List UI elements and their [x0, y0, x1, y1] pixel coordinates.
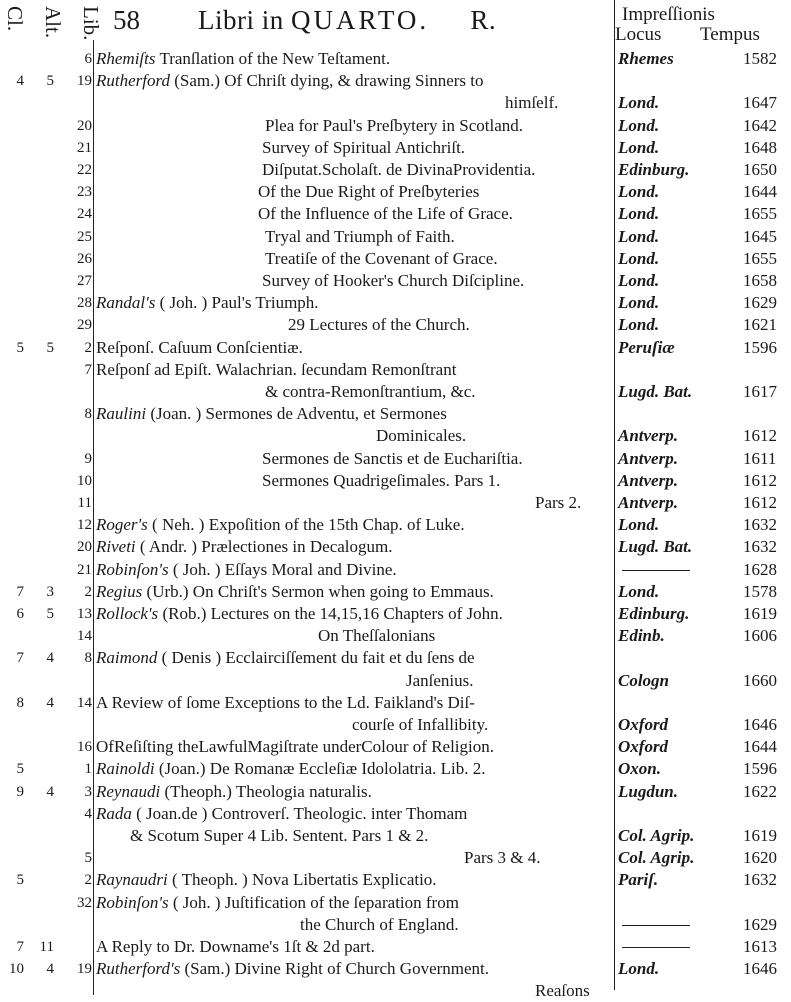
- place-of-printing: Lond.: [618, 226, 660, 246]
- entry-text: (Joan.) De Romanæ Eccleſiæ Idololatria. Lib. 2.: [154, 759, 486, 779]
- entry-text: (Urb.) On Chriſt's Sermon when going to Emmaus.: [142, 581, 494, 601]
- year-of-printing: 1613: [743, 937, 777, 956]
- entry-text: Pars 2.: [535, 493, 582, 512]
- place-of-printing: Lond.: [618, 204, 660, 224]
- year-of-printing: 1596: [743, 337, 777, 357]
- entry-title: [262, 137, 465, 159]
- entry-text: (Theoph.) Theologia naturalis.: [160, 781, 372, 801]
- class-number: 8: [16, 694, 24, 711]
- book-number: 7: [84, 361, 92, 378]
- catalogue-entry: [0, 70, 791, 92]
- entry-text: Of the Due Right of Preſbyteries: [258, 182, 480, 202]
- catalogue-entry: [0, 892, 791, 914]
- catalogue-entry: [0, 803, 791, 825]
- entry-title: [96, 803, 467, 825]
- entry-text: ( Andr. ) Prælectiones in Decalogum.: [135, 537, 393, 557]
- book-number: 2: [84, 872, 92, 889]
- year-of-printing: 1620: [743, 848, 777, 868]
- catalogue-entry: [0, 625, 791, 647]
- catalogue-entry: [0, 359, 791, 381]
- catalogue-entry: [0, 847, 791, 869]
- altitude-number: 5: [46, 339, 54, 356]
- year-of-printing: 1648: [743, 137, 777, 157]
- altitude-number: 11: [39, 939, 54, 955]
- year-of-printing: 1658: [743, 271, 777, 290]
- book-number: 12: [77, 517, 92, 534]
- book-number: 26: [77, 250, 92, 267]
- entry-text: Reſponſ ad Epiſt. Walachrian. ſecundam Remonſtrant: [96, 359, 457, 379]
- year-of-printing: 1629: [743, 914, 777, 934]
- year-of-printing: 1617: [743, 382, 777, 401]
- book-number: 28: [77, 295, 92, 312]
- entry-text: Sermones de Sanctis et de Euchariſtia.: [262, 448, 523, 468]
- book-number: 13: [77, 606, 92, 622]
- place-of-printing: Rhemes: [618, 49, 674, 68]
- altitude-number: 5: [46, 606, 54, 622]
- year-of-printing: 1629: [743, 293, 777, 313]
- year-of-printing: 1628: [743, 559, 777, 579]
- entry-title: [265, 226, 455, 248]
- entry-author: Rada: [96, 803, 132, 823]
- entry-text: ( Denis ) Ecclairciſſement du fait et du ſens de: [157, 648, 475, 668]
- catalogue-entry: [0, 337, 791, 359]
- book-number: 20: [77, 117, 92, 134]
- entry-title: [265, 248, 498, 270]
- place-of-printing: Lugd. Bat.: [618, 382, 693, 401]
- entry-text: A Reply to Dr. Downame's 1ſt & 2d part.: [96, 937, 375, 956]
- catalogue-entry: [0, 203, 791, 225]
- entry-title: [96, 514, 465, 536]
- catalogue-entry: [0, 181, 791, 203]
- catalogue-entry: [0, 736, 791, 758]
- place-of-printing: Cologn: [618, 670, 670, 690]
- entry-text: Treatiſe of the Covenant of Grace.: [265, 248, 498, 268]
- class-number: 10: [9, 961, 24, 978]
- place-of-printing: Pariſ.: [618, 870, 659, 890]
- cl-column-heading: Cl.: [3, 6, 27, 32]
- entry-title: [288, 314, 470, 336]
- entry-title: [96, 958, 489, 980]
- entry-title: [376, 425, 466, 447]
- place-of-printing: Lond.: [618, 581, 660, 601]
- place-of-printing: Lond.: [618, 315, 660, 335]
- title-format: QUARTO.: [291, 5, 430, 35]
- entry-text: Of the Influence of the Life of Grace.: [258, 204, 513, 224]
- year-of-printing: 1606: [743, 626, 777, 646]
- year-of-printing: 1596: [743, 759, 777, 779]
- entry-title: [96, 359, 456, 381]
- year-of-printing: 1611: [743, 448, 777, 468]
- year-of-printing: 1622: [743, 781, 777, 801]
- entry-text: (Joan. ) Sermones de Adventu, et Sermones: [146, 404, 447, 424]
- entry-title: [262, 448, 523, 470]
- catalogue-entry: [0, 292, 791, 314]
- place-of-printing: Edinb.: [618, 626, 665, 646]
- catalogue-entry: [0, 115, 791, 137]
- catalogue-entry: [0, 670, 791, 692]
- year-of-printing: 1632: [743, 537, 777, 557]
- alt-column-heading: Alt.: [41, 6, 65, 39]
- book-number: 32: [77, 894, 92, 911]
- catalogue-entry: [0, 270, 791, 292]
- entry-title: [96, 781, 372, 803]
- year-of-printing: 1650: [743, 160, 777, 179]
- catalogue-entry: [0, 536, 791, 558]
- book-number: 21: [77, 561, 92, 578]
- year-of-printing: 1619: [743, 826, 777, 845]
- book-number: 20: [77, 539, 92, 556]
- place-of-printing: Oxon.: [618, 759, 661, 779]
- entry-text: Diſputat.Scholaſt. de DivinaProvidentia.: [262, 160, 536, 179]
- entry-author: Rhemiſts: [96, 49, 156, 68]
- catalogue-entry: [0, 314, 791, 336]
- entry-text: courſe of Infallibity.: [352, 715, 489, 734]
- year-of-printing: 1645: [743, 226, 777, 246]
- year-of-printing: 1646: [743, 959, 777, 979]
- catalogue-entry: [0, 714, 791, 736]
- year-of-printing: 1655: [743, 204, 777, 224]
- entry-text: Reſponſ. Caſuum Conſcientiæ.: [96, 337, 303, 357]
- book-number: 25: [77, 228, 92, 245]
- catalogue-entry: [0, 559, 791, 581]
- entry-text: ( Joan.de ) Controverſ. Theologic. inter Thomam: [131, 803, 468, 823]
- entry-title: [262, 470, 500, 492]
- entry-author: Rutherford: [96, 71, 170, 91]
- book-number: 14: [77, 694, 92, 711]
- ditto-dash: [622, 947, 690, 948]
- entry-title: [352, 714, 488, 736]
- book-number: 8: [84, 406, 92, 423]
- year-of-printing: 1632: [743, 515, 777, 535]
- entry-text: OfReſiſting theLawfulMagiſtrate underColour of Religion.: [96, 737, 494, 757]
- entry-title: [130, 825, 428, 847]
- catalogue-entry: [0, 958, 791, 980]
- altitude-number: 4: [46, 783, 54, 800]
- place-of-printing: Lond.: [618, 293, 660, 313]
- entry-author: Rutherford's: [96, 959, 181, 979]
- year-of-printing: 1660: [743, 670, 777, 690]
- entry-title: [96, 936, 375, 958]
- place-of-printing: Lugd. Bat.: [618, 537, 693, 557]
- catalogue-entry: [0, 403, 791, 425]
- catalogue-entry: [0, 470, 791, 492]
- entry-title: [96, 581, 494, 603]
- year-of-printing: 1646: [743, 715, 777, 734]
- entry-title: [535, 980, 590, 1002]
- locus-heading: Locus: [615, 24, 662, 45]
- entry-text: (Sam.) Of Chriſt dying, & drawing Sinners to: [169, 71, 484, 91]
- catalogue-entry: [0, 425, 791, 447]
- catalogue-entry: [0, 758, 791, 780]
- book-number: 21: [77, 139, 92, 156]
- entry-title: [96, 536, 393, 558]
- entry-title: [265, 115, 523, 137]
- year-of-printing: 1644: [743, 182, 777, 202]
- title-letter: R.: [470, 5, 497, 35]
- book-number: 3: [84, 783, 92, 800]
- book-number: 10: [77, 472, 92, 489]
- place-of-printing: Antverp.: [618, 470, 678, 490]
- place-of-printing: Lond.: [618, 271, 660, 290]
- entry-title: [96, 692, 475, 714]
- catalogue-entry: [0, 448, 791, 470]
- entry-author: Raulini: [96, 404, 147, 424]
- entry-title: [464, 847, 541, 869]
- year-of-printing: 1647: [743, 93, 777, 113]
- catalogue-entry: [0, 936, 791, 958]
- book-number: 8: [84, 650, 92, 667]
- entry-text: ( Theoph. ) Nova Libertatis Explicatio.: [167, 870, 437, 890]
- entry-title: [262, 270, 524, 292]
- entry-title: [318, 625, 435, 647]
- book-number: 1: [84, 761, 92, 778]
- entry-title: [96, 403, 447, 425]
- entry-title: [96, 48, 390, 70]
- entry-author: Robinſon's: [96, 559, 169, 579]
- entry-title: [96, 892, 459, 914]
- entry-title: [265, 381, 476, 403]
- book-number: 14: [77, 628, 92, 645]
- class-number: 6: [16, 606, 24, 622]
- entry-text: ( Joh. ) Paul's Triumph.: [155, 293, 319, 313]
- place-of-printing: Oxford: [618, 737, 669, 757]
- class-number: 7: [16, 939, 24, 955]
- catalogue-entry: [0, 92, 791, 114]
- place-of-printing: Edinburg.: [618, 604, 690, 623]
- place-of-printing: Col. Agrip.: [618, 848, 695, 868]
- catalogue-entry: [0, 581, 791, 603]
- catalogue-entry: [0, 226, 791, 248]
- place-of-printing: Edinburg.: [618, 160, 690, 179]
- catalogue-entry: [0, 825, 791, 847]
- altitude-number: 5: [46, 73, 54, 90]
- entry-text: Janſenius.: [406, 670, 474, 690]
- entry-author: Raynaudri: [96, 870, 168, 890]
- entry-text: 29 Lectures of the Church.: [288, 315, 470, 335]
- place-of-printing: Antverp.: [618, 448, 678, 468]
- year-of-printing: 1655: [743, 248, 777, 268]
- place-of-printing: Lond.: [618, 182, 660, 202]
- year-of-printing: 1612: [743, 426, 777, 446]
- entry-author: Riveti: [96, 537, 136, 557]
- entry-text: Dominicales.: [376, 426, 467, 446]
- class-number: 9: [16, 783, 24, 800]
- entry-text: & Scotum Super 4 Lib. Sentent. Pars 1 & 2.: [130, 826, 429, 845]
- entry-author: Reynaudi: [96, 781, 161, 801]
- place-of-printing: Lond.: [618, 515, 660, 535]
- book-number: 5: [84, 850, 92, 867]
- entry-title: [96, 758, 486, 780]
- altitude-number: 4: [46, 694, 54, 711]
- catalogue-entry: [0, 381, 791, 403]
- impressionis-heading: Impreſſionis: [622, 4, 715, 25]
- entry-title: [96, 292, 319, 314]
- catalogue-entry: [0, 914, 791, 936]
- year-of-printing: 1642: [743, 115, 777, 135]
- year-of-printing: 1612: [743, 470, 777, 490]
- entry-text: Survey of Hooker's Church Diſcipline.: [262, 271, 525, 290]
- place-of-printing: Lond.: [618, 93, 660, 113]
- entry-title: [96, 70, 484, 92]
- entry-text: Tranſlation of the New Teſtament.: [155, 49, 391, 68]
- entry-text: (Sam.) Divine Right of Church Government.: [180, 959, 490, 979]
- class-number: 5: [16, 872, 24, 889]
- entry-text: himſelf.: [505, 93, 559, 113]
- altitude-number: 4: [46, 650, 54, 667]
- entry-author: Regius: [96, 581, 143, 601]
- year-of-printing: 1578: [743, 581, 777, 601]
- entry-title: [505, 92, 558, 114]
- entry-title: [96, 337, 303, 359]
- entry-author: Roger's: [96, 515, 148, 535]
- entry-title: [96, 559, 397, 581]
- place-of-printing: Lond.: [618, 115, 660, 135]
- entry-text: (Rob.) Lectures on the 14,15,16 Chapters of John.: [158, 604, 503, 623]
- catalogue-entry: [0, 603, 791, 625]
- entry-title: [96, 869, 437, 891]
- entry-author: Raimond: [96, 648, 158, 668]
- place-of-printing: Lond.: [618, 959, 660, 979]
- altitude-number: 4: [46, 961, 54, 978]
- entry-author: Rainoldi: [96, 759, 155, 779]
- entry-author: Rollock's: [96, 604, 159, 623]
- page-number: 58: [113, 5, 140, 35]
- book-number: 24: [77, 206, 92, 223]
- catalogue-entry: [0, 869, 791, 891]
- book-number: 6: [84, 51, 92, 67]
- entry-title: [258, 203, 513, 225]
- catalogue-entry: [0, 137, 791, 159]
- year-of-printing: 1621: [743, 315, 777, 335]
- class-number: 5: [16, 339, 24, 356]
- entry-title: [262, 159, 535, 181]
- place-of-printing: Col. Agrip.: [618, 826, 695, 845]
- entry-text: ( Joh. ) Juſtification of the ſeparation from: [168, 892, 459, 912]
- entry-author: Randal's: [96, 293, 156, 313]
- title-lead: Libri in: [198, 5, 284, 35]
- catalogue-entry: [0, 48, 791, 70]
- altitude-number: 3: [46, 583, 54, 600]
- book-number: 11: [77, 495, 92, 511]
- book-number: 23: [77, 184, 92, 201]
- year-of-printing: 1612: [743, 493, 777, 512]
- lib-column-heading: Lib.: [79, 6, 103, 41]
- entry-title: [96, 647, 475, 669]
- book-number: 16: [77, 739, 92, 756]
- place-of-printing: Oxford: [618, 715, 669, 734]
- ditto-dash: [622, 570, 690, 571]
- place-of-printing: Lond.: [618, 248, 660, 268]
- place-of-printing: Lond.: [618, 137, 660, 157]
- entry-text: Plea for Paul's Preſbytery in Scotland.: [265, 115, 524, 135]
- year-of-printing: 1582: [743, 49, 777, 68]
- class-number: 4: [16, 73, 24, 90]
- page-title: [198, 5, 496, 36]
- catalogue-entry: [0, 647, 791, 669]
- year-of-printing: 1644: [743, 737, 777, 757]
- catalogue-entry: [0, 514, 791, 536]
- place-of-printing: Antverp.: [618, 493, 678, 512]
- book-number: 22: [77, 162, 92, 178]
- entry-text: & contra-Remonſtrantium, &c.: [265, 382, 476, 401]
- entry-text: ( Neh. ) Expoſition of the 15th Chap. of Luke.: [147, 515, 465, 535]
- entry-text: Tryal and Triumph of Faith.: [265, 226, 455, 246]
- entry-title: [535, 492, 581, 514]
- book-number: 2: [84, 583, 92, 600]
- catalogue-entry: [0, 159, 791, 181]
- tempus-heading: Tempus: [700, 24, 760, 45]
- catalogue-entry: [0, 781, 791, 803]
- entry-text: Pars 3 & 4.: [464, 848, 541, 868]
- entry-title: [96, 603, 503, 625]
- entry-title: [406, 670, 474, 692]
- book-number: 2: [84, 339, 92, 356]
- book-number: 29: [77, 317, 92, 334]
- entry-text: ( Joh. ) Eſſays Moral and Divine.: [168, 559, 397, 579]
- year-of-printing: 1619: [743, 604, 777, 623]
- book-number: 4: [84, 805, 92, 822]
- entry-author: Robinſon's: [96, 892, 169, 912]
- entry-title: [300, 914, 459, 936]
- catalogue-entry: [0, 248, 791, 270]
- book-number: 27: [77, 273, 92, 289]
- book-number: 19: [77, 73, 92, 90]
- catalogue-entry: [0, 980, 791, 1002]
- entry-text: Reaſons: [535, 981, 590, 1001]
- ditto-dash: [622, 925, 690, 926]
- catalogue-entry: [0, 692, 791, 714]
- entry-text: On Theſſalonians: [318, 626, 436, 646]
- place-of-printing: Peruſiæ: [618, 337, 675, 357]
- place-of-printing: Lugdun.: [618, 781, 678, 801]
- class-number: 7: [16, 650, 24, 667]
- book-number: 19: [77, 961, 92, 978]
- year-of-printing: 1632: [743, 870, 777, 890]
- class-number: 7: [16, 583, 24, 600]
- entry-text: Sermones Quadrigeſimales. Pars 1.: [262, 470, 501, 490]
- place-of-printing: Antverp.: [618, 426, 678, 446]
- entry-title: [258, 181, 479, 203]
- entry-text: A Review of ſome Exceptions to the Ld. Faikland's Diſ-: [96, 692, 475, 712]
- book-number: 9: [84, 450, 92, 467]
- catalogue-entry: [0, 492, 791, 514]
- entry-title: [96, 736, 494, 758]
- entry-text: Survey of Spiritual Antichriſt.: [262, 137, 466, 157]
- class-number: 5: [16, 761, 24, 778]
- entry-text: the Church of England.: [300, 914, 459, 934]
